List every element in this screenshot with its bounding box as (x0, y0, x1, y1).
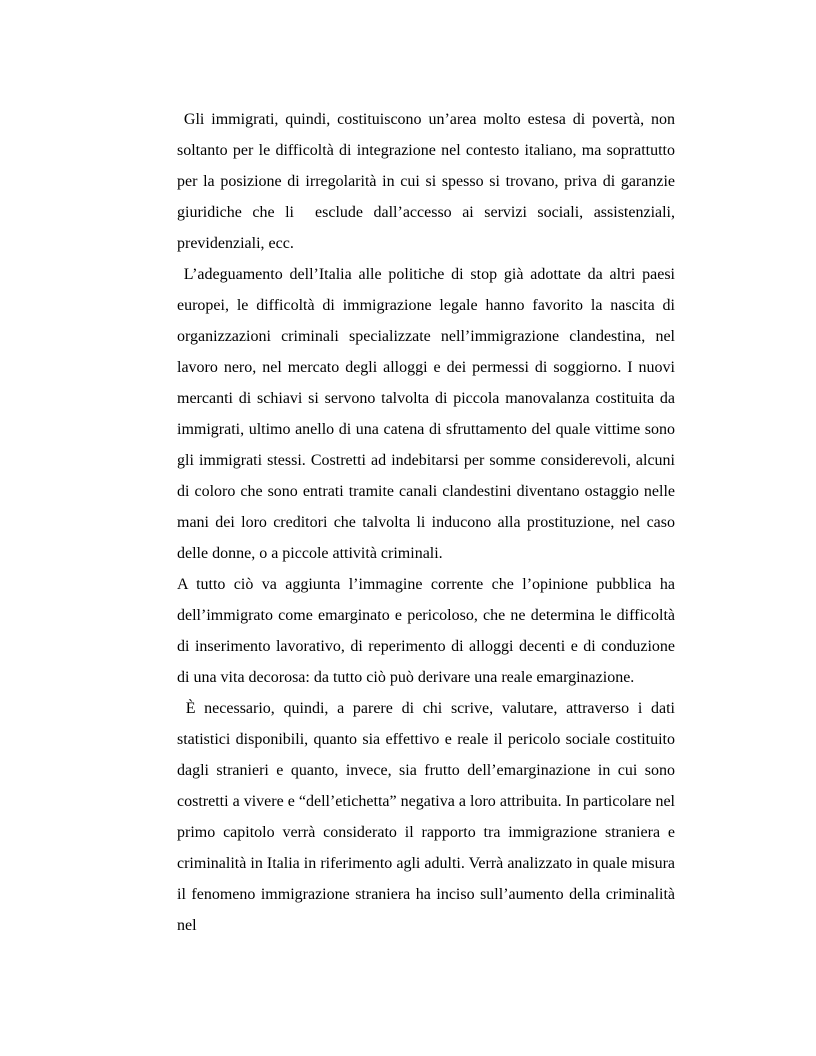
paragraph-1: Gli immigrati, quindi, costituiscono un’area molto estesa di povertà, non soltanto per le difficoltà di integrazione nel contesto italiano, ma soprattutto per la posizione di irregolarità in cui si spesso si trovano, priva di garanzie giuridiche che li esclude dall’accesso ai servizi sociali, assistenziali, previdenziali, ecc. (177, 111, 680, 252)
paragraph-2: L’adeguamento dell’Italia alle politiche di stop già adottate da altri paesi europei, le difficoltà di immigrazione legale hanno favorito la nascita di organizzazioni criminali specializzate nell’immigrazione clandestina, nel lavoro nero, nel mercato degli alloggi e dei permessi di soggiorno. I nuovi mercanti di schiavi si servono talvolta di piccola manovalanza costituita da immigrati, ultimo anello di una catena di sfruttamento del quale vittime sono gli immigrati stessi. Costretti ad indebitarsi per somme considerevoli, alcuni di coloro che sono entrati tramite canali clandestini diventano ostaggio nelle mani dei loro creditori che talvolta li inducono alla prostituzione, nel caso delle donne, o a piccole attività criminali. (177, 266, 679, 562)
paragraph-3: A tutto ciò va aggiunta l’immagine corrente che l’opinione pubblica ha dell’immigrato come emarginato e pericoloso, che ne determina le difficoltà di inserimento lavorativo, di reperimento di alloggi decenti e di conduzione di una vita decorosa: da tutto ciò può derivare una reale emarginazione. (177, 576, 679, 686)
body-text (177, 104, 680, 941)
paragraph-4: È necessario, quindi, a parere di chi scrive, valutare, attraverso i dati statistici disponibili, quanto sia effettivo e reale il pericolo sociale costituito dagli stranieri e quanto, invece, sia frutto dell’emarginazione in cui sono costretti a vivere e “dell’etichetta” negativa a loro attribuita. In particolare nel primo capitolo verrà considerato il rapporto tra immigrazione straniera e criminalità in Italia in riferimento agli adulti. Verrà analizzato in quale misura il fenomeno immigrazione straniera ha inciso sull’aumento della criminalità nel (177, 700, 680, 934)
